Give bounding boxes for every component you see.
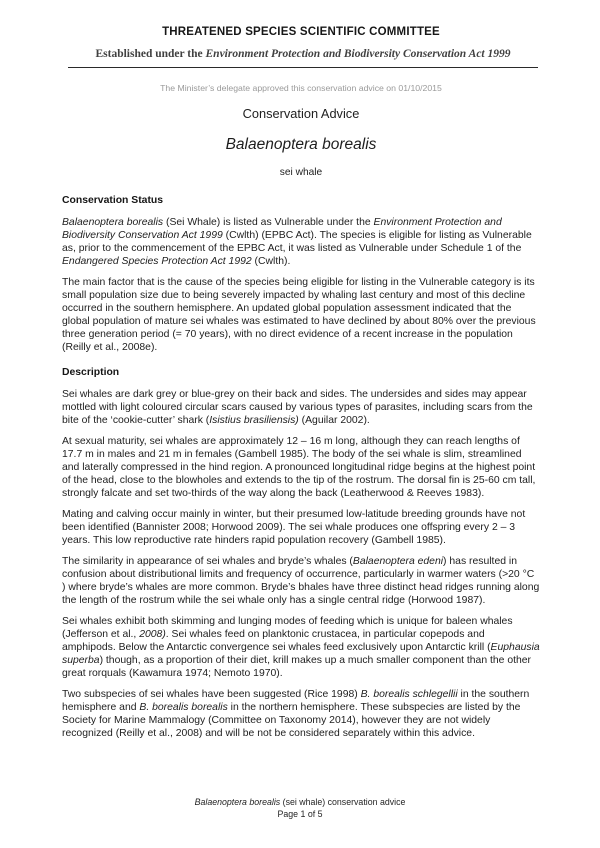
species-scientific-name: Balaenoptera borealis [225, 136, 377, 153]
page-footer [0, 797, 600, 820]
section-heading: Conservation Status [62, 195, 164, 206]
text-run: . Sei whales feed on planktonic crustacea, in particular copepods and amphipods. Below the Antarctic convergence sei whales feed exclusively upon Antarctic krill ( [62, 629, 491, 653]
italic-text-run: Isistius brasiliensis) [209, 415, 299, 426]
established-act-title: Environment Protection and Biodiversity Conservation Act 1999 [205, 48, 511, 60]
italic-text-run: B. borealis schlegellii [360, 689, 458, 700]
text-run: Mating and calving occur mainly in winter, but their presumed low-latitude breeding grounds have not been identified (Bannister 2008; Horwood 2009). The sei whale produces one offspring every 2 – 3 years. This low reproductive rate hinders rapid population recovery (Gambell 1985). [62, 509, 526, 546]
document-body [62, 194, 540, 740]
text-run: in the northern hemisphere. These subspecies are listed by the Society for Marine Mammalogy (Committee on Taxonomy 2014), however they are not widely recognized (Reilly et al., 2008) and will be not be considered separately within this advice. [62, 702, 521, 739]
section-heading: Description [62, 367, 120, 378]
established-prefix: Established under the [95, 48, 206, 60]
paragraph [62, 555, 540, 607]
text-run: At sexual maturity, sei whales are approximately 12 – 16 m long, although they can reach lengths of 17.7 m in males and 21 m in females (Gambell 1985). The body of the sei whale is slim, streamlined and laterally compressed in the hind region. A pronounced longitudinal ridge begins at the highest point of the head, close to the blowholes and extends to the tip of the rostrum. The dorsal fin is 25-60 cm tall, strongly falcate and set two-thirds of the way along the back (Leatherwood & Reeves 1983). [62, 436, 536, 499]
footer-doc-ref-italic: Balaenoptera borealis [194, 797, 281, 807]
text-run: ) though, as a proportion of their diet, krill makes up a much smaller component than the other great rorquals (Kawamura 1974; Nemoto 1970). [62, 655, 532, 679]
paragraph [62, 388, 540, 427]
italic-text-run: Environment Protection and Biodiversity Conservation Act 1999 [62, 217, 502, 241]
doc-title: Conservation Advice [242, 106, 360, 121]
text-run: The main factor that is the cause of the species being eligible for listing in the Vulnerable category is its small population size due to being severely impacted by whaling last century and most of this decline occurred in the southern hemisphere. An updated global population assessment indicated that the global population of mature sei whales was estimated to have declined by about 80% over the previous three generation period (= 70 years), with no direct evidence of a recent increase in the population (Reilly et al., 2008e). [62, 277, 536, 353]
italic-text-run: B. borealis borealis [139, 702, 228, 713]
paragraph [62, 688, 540, 740]
paragraph [62, 615, 540, 680]
italic-text-run: Euphausia superba [62, 642, 540, 666]
text-run: Sei whales exhibit both skimming and lunging modes of feeding which is unique for baleen whales (Jefferson et al., [62, 616, 513, 640]
footer-doc-ref [0, 797, 600, 809]
italic-text-run: Endangered Species Protection Act 1992 [62, 256, 252, 267]
text-run: ) has resulted in confusion about distributional limits and frequency of occurrence, particularly in warmer waters (>20 °C ) where bryde’s whales are more common. Bryde’s bhales have three distinct head ridges running along the length of the rostrum while the sei whale only has a single central ridge (Horwood 1987). [62, 556, 540, 606]
text-run: (Cwlth) (EPBC Act). The species is eligible for listing as Vulnerable as, prior to the commencement of the EPBC Act, it was listed as Vulnerable under Schedule 1 of the [62, 230, 532, 254]
italic-text-run: 2008) [139, 629, 166, 640]
paragraph [62, 276, 540, 354]
paragraph [62, 435, 540, 500]
text-run: Two subspecies of sei whales have been suggested (Rice 1998) [62, 689, 361, 700]
footer-doc-ref-rest: (sei whale) conservation advice [280, 797, 406, 807]
species-common-name: sei whale [279, 167, 323, 178]
paragraph [62, 508, 540, 547]
text-run: Sei whales are dark grey or blue-grey on their back and sides. The undersides and sides may appear mottled with light coloured circular scars caused by various types of parasites, including scars from the bite of the ‘cookie-cutter’ shark ( [62, 389, 533, 426]
committee-title: THREATENED SPECIES SCIENTIFIC COMMITTEE [162, 26, 440, 38]
text-run: in the southern hemisphere and [62, 689, 530, 713]
paragraph [62, 216, 540, 268]
text-run: (Cwlth). [251, 256, 291, 267]
approval-note: The Minister’s delegate approved this conservation advice on 01/10/2015 [160, 83, 442, 93]
text-run: (Sei Whale) is listed as Vulnerable under the [163, 217, 374, 228]
established-line [68, 48, 538, 68]
italic-text-run: Balaenoptera borealis [62, 217, 164, 228]
text-run: (Aguilar 2002). [298, 415, 370, 426]
italic-text-run: Balaenoptera edeni [352, 556, 444, 567]
page-number: Page 1 of 5 [277, 808, 323, 819]
page-header [62, 26, 540, 178]
text-run: The similarity in appearance of sei whales and bryde’s whales ( [62, 556, 353, 567]
